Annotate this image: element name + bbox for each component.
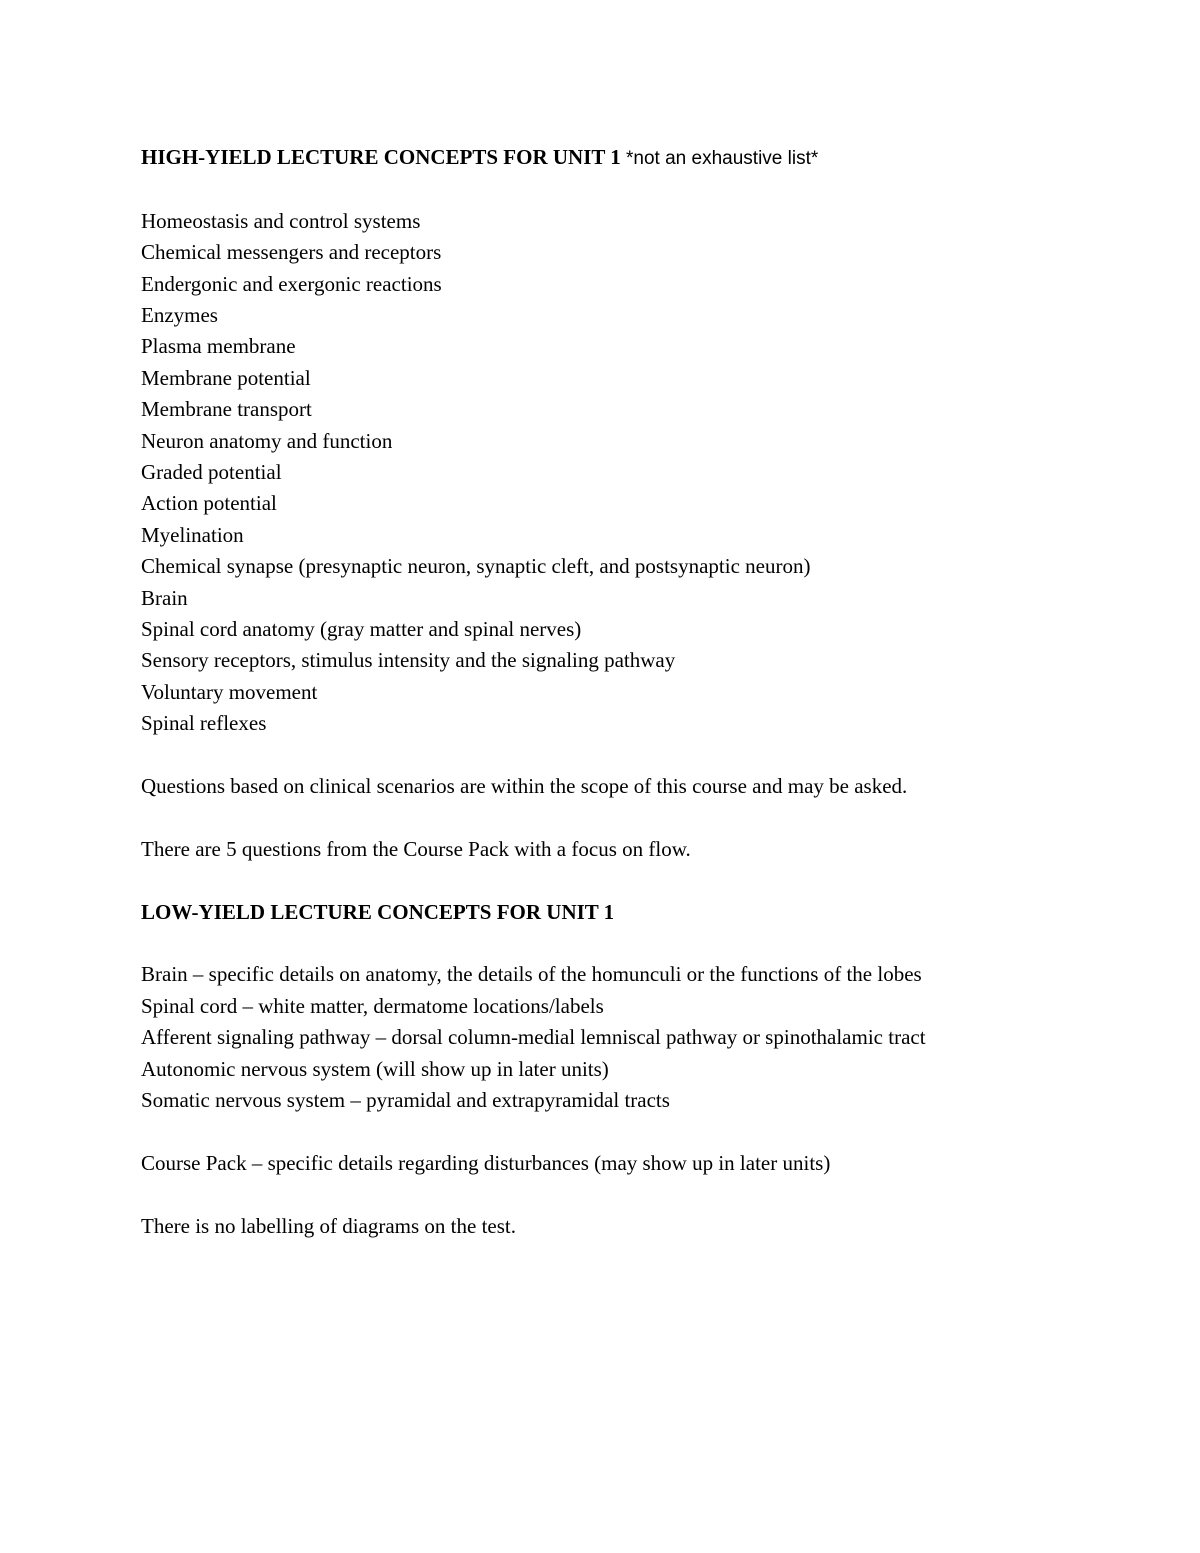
list-item: Membrane potential — [141, 365, 311, 390]
list-item: Plasma membrane — [141, 334, 296, 359]
list-item: Chemical messengers and receptors — [141, 240, 442, 265]
list-item: Chemical synapse (presynaptic neuron, synaptic cleft, and postsynaptic neuron) — [141, 554, 811, 579]
diagram-labelling-note: There is no labelling of diagrams on the test. — [141, 1213, 516, 1238]
clinical-scenarios-note: Questions based on clinical scenarios are within the scope of this course and may be asked. — [141, 774, 908, 799]
list-item: Autonomic nervous system (will show up in later units) — [141, 1056, 609, 1081]
course-pack-questions-note: There are 5 questions from the Course Pack with a focus on flow. — [141, 836, 691, 861]
spacer — [141, 928, 1101, 959]
low-yield-list — [141, 959, 1101, 1116]
list-item: Action potential — [141, 491, 277, 516]
list-item: Voluntary movement — [141, 679, 318, 704]
spacer — [141, 1179, 1101, 1210]
list-item: Homeostasis and control systems — [141, 208, 421, 233]
spacer — [141, 865, 1101, 896]
list-item: Endergonic and exergonic reactions — [141, 271, 442, 296]
document-page — [141, 142, 1101, 1242]
list-item: Myelination — [141, 522, 244, 547]
exhaustive-note: *not an exhaustive list* — [626, 148, 819, 169]
list-item: Brain – specific details on anatomy, the details of the homunculi or the functions of the lobes — [141, 962, 922, 987]
high-yield-heading: HIGH-YIELD LECTURE CONCEPTS FOR UNIT 1 — [141, 145, 621, 169]
list-item: Spinal reflexes — [141, 711, 267, 736]
spacer — [141, 740, 1101, 771]
list-item: Neuron anatomy and function — [141, 428, 393, 453]
spacer — [141, 174, 1101, 205]
high-yield-list — [141, 206, 1101, 740]
list-item: Brain — [141, 585, 188, 610]
low-yield-heading: LOW-YIELD LECTURE CONCEPTS FOR UNIT 1 — [141, 899, 615, 924]
list-item: Spinal cord anatomy (gray matter and spinal nerves) — [141, 617, 582, 642]
list-item: Membrane transport — [141, 397, 312, 422]
list-item: Sensory receptors, stimulus intensity and the signaling pathway — [141, 648, 676, 673]
spacer — [141, 1117, 1101, 1148]
list-item: Graded potential — [141, 460, 282, 485]
list-item: Spinal cord – white matter, dermatome locations/labels — [141, 993, 604, 1018]
course-pack-disturbances-note: Course Pack – specific details regarding disturbances (may show up in later units) — [141, 1150, 831, 1175]
list-item: Enzymes — [141, 303, 218, 328]
list-item: Somatic nervous system – pyramidal and extrapyramidal tracts — [141, 1088, 670, 1113]
spacer — [141, 803, 1101, 834]
list-item: Afferent signaling pathway – dorsal column-medial lemniscal pathway or spinothalamic tract — [141, 1025, 926, 1050]
high-yield-title-line — [141, 142, 1101, 174]
